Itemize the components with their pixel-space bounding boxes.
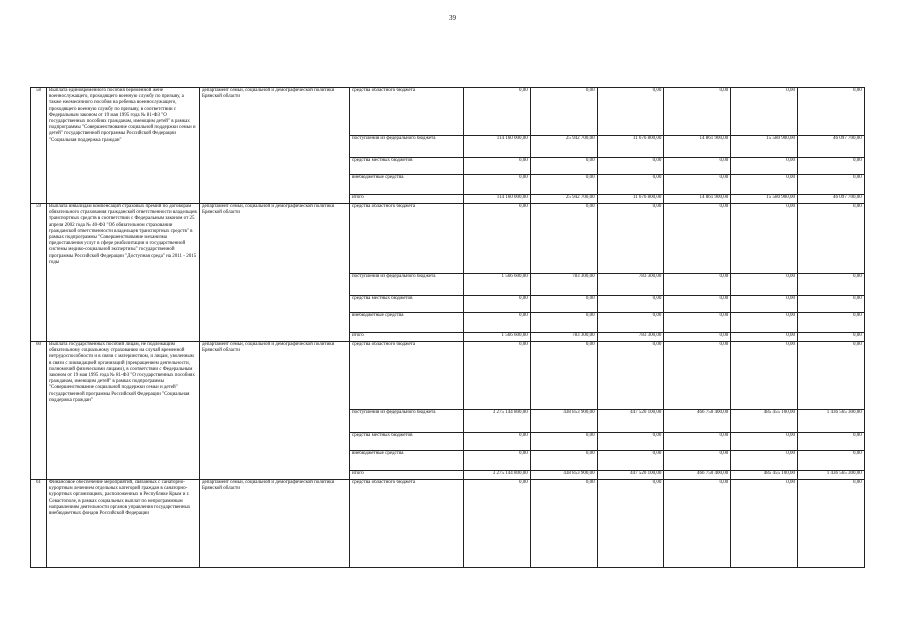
- table-row: [31, 480, 865, 568]
- amount-cell: 1 566 600,00: [464, 274, 531, 296]
- amount-cell: 0,00: [797, 451, 864, 471]
- amount-cell: 0,00: [731, 296, 798, 313]
- amount-cell: 0,00: [597, 204, 664, 274]
- amount-cell: 0,00: [664, 333, 731, 342]
- source-federal: поступления из федерального бюджета: [350, 136, 464, 158]
- amount-cell: 11 676 800,00: [597, 136, 664, 158]
- source-local: средства местных бюджетов: [350, 296, 464, 313]
- source-extra: внебюджетные средства: [350, 313, 464, 333]
- amount-cell: 46 097 700,00: [797, 195, 864, 204]
- source-extra: внебюджетные средства: [350, 175, 464, 195]
- amount-cell: 438 853 900,00: [530, 410, 597, 433]
- source-federal: поступления из федерального бюджета: [350, 410, 464, 433]
- amount-cell: 114 160 000,00: [464, 136, 531, 158]
- amount-cell: 0,00: [597, 313, 664, 333]
- row-description: Выплата инвалидам компенсаций страховых премий по договорам обязательного страхования гражданской ответственности владельцев транспортных средств в соответствии с Федеральным законом от 25 апреля 2002 года № 40-ФЗ "Об обязательном страховании гражданской ответственности владельцев транспортных средств" в рамках подпрограммы "Совершенствование механизма предоставления услуг в сфере реабилитации и государственной системы медико-социальной экспертизы" государственной программы Российской Федерации "Доступная среда" на 2011 - 2015 годы: [47, 204, 200, 342]
- row-number: 58: [31, 88, 47, 204]
- amount-cell: 0,00: [797, 342, 864, 410]
- row-executor: департамент семьи, социальной и демографической политики Брянской области: [200, 480, 350, 568]
- row-executor: департамент семьи, социальной и демографической политики Брянской области: [200, 88, 350, 204]
- amount-cell: 0,00: [731, 342, 798, 410]
- amount-cell: 0,00: [530, 204, 597, 274]
- amount-cell: 0,00: [597, 342, 664, 410]
- amount-cell: 0,00: [664, 313, 731, 333]
- amount-cell: 1 436 565 300,00: [797, 410, 864, 433]
- amount-cell: 25 942 700,00: [530, 136, 597, 158]
- table-row: [31, 204, 865, 274]
- amount-cell: 0,00: [530, 88, 597, 136]
- amount-cell: 0,00: [530, 451, 597, 471]
- amount-cell: 1 436 565 300,00: [797, 471, 864, 480]
- amount-cell: 0,00: [464, 204, 531, 274]
- amount-cell: 15 580 900,00: [731, 195, 798, 204]
- amount-cell: 0,00: [731, 433, 798, 451]
- amount-cell: 0,00: [664, 480, 731, 568]
- amount-cell: 466 750 400,00: [664, 410, 731, 433]
- table-row: [31, 342, 865, 410]
- amount-cell: 447 520 100,00: [597, 471, 664, 480]
- amount-cell: 783 300,00: [530, 274, 597, 296]
- source-regional: средства областного бюджета: [350, 342, 464, 410]
- amount-cell: 0,00: [797, 158, 864, 175]
- row-executor: департамент семьи, социальной и демографической политики Брянской области: [200, 204, 350, 342]
- amount-cell: 0,00: [464, 158, 531, 175]
- amount-cell: 3 275 144 800,00: [464, 410, 531, 433]
- amount-cell: 0,00: [597, 158, 664, 175]
- amount-cell: 1 566 600,00: [464, 333, 531, 342]
- amount-cell: 0,00: [797, 204, 864, 274]
- source-regional: средства областного бюджета: [350, 88, 464, 136]
- source-extra: внебюджетные средства: [350, 451, 464, 471]
- amount-cell: 0,00: [464, 313, 531, 333]
- amount-cell: 0,00: [464, 433, 531, 451]
- amount-cell: 485 455 100,00: [731, 471, 798, 480]
- amount-cell: 0,00: [530, 342, 597, 410]
- source-regional: средства областного бюджета: [350, 480, 464, 568]
- amount-cell: 0,00: [731, 204, 798, 274]
- amount-cell: 0,00: [464, 175, 531, 195]
- amount-cell: 0,00: [664, 451, 731, 471]
- source-local: средства местных бюджетов: [350, 158, 464, 175]
- amount-cell: 0,00: [664, 433, 731, 451]
- source-local: средства местных бюджетов: [350, 433, 464, 451]
- amount-cell: 0,00: [597, 175, 664, 195]
- amount-cell: 0,00: [731, 480, 798, 568]
- amount-cell: 0,00: [530, 480, 597, 568]
- amount-cell: 14 861 900,00: [664, 195, 731, 204]
- amount-cell: 783 300,00: [530, 333, 597, 342]
- table-row: [31, 88, 865, 136]
- amount-cell: 0,00: [797, 333, 864, 342]
- budget-table: [30, 87, 865, 568]
- row-description: Финансовое обеспечение мероприятий, связанных с санаторно-курортным лечением отдельных категорий граждан в санаторно-курортных организациях, расположенных в Республике Крым и г. Севастополе, в рамках социальных выплат по непрограммным направлениям деятельности органов управления государственных внебюджетных фондов Российской Федерации: [47, 480, 200, 568]
- amount-cell: 0,00: [530, 158, 597, 175]
- amount-cell: 0,00: [731, 451, 798, 471]
- amount-cell: 0,00: [797, 433, 864, 451]
- amount-cell: 0,00: [464, 88, 531, 136]
- source-federal: поступления из федерального бюджета: [350, 274, 464, 296]
- amount-cell: 0,00: [797, 175, 864, 195]
- amount-cell: 11 676 800,00: [597, 195, 664, 204]
- amount-cell: 783 300,00: [597, 274, 664, 296]
- amount-cell: 0,00: [731, 274, 798, 296]
- row-executor: департамент семьи, социальной и демографической политики Брянской области: [200, 342, 350, 480]
- amount-cell: 0,00: [731, 333, 798, 342]
- amount-cell: 0,00: [731, 88, 798, 136]
- amount-cell: 0,00: [597, 451, 664, 471]
- amount-cell: 0,00: [530, 313, 597, 333]
- row-number: 60: [31, 342, 47, 480]
- amount-cell: 0,00: [797, 274, 864, 296]
- amount-cell: 0,00: [664, 158, 731, 175]
- amount-cell: 0,00: [464, 451, 531, 471]
- amount-cell: 0,00: [464, 342, 531, 410]
- source-total: итого: [350, 195, 464, 204]
- row-number: 59: [31, 204, 47, 342]
- amount-cell: 0,00: [597, 433, 664, 451]
- amount-cell: 0,00: [731, 175, 798, 195]
- amount-cell: 0,00: [797, 480, 864, 568]
- amount-cell: 0,00: [664, 296, 731, 313]
- amount-cell: 0,00: [597, 296, 664, 313]
- amount-cell: 0,00: [731, 313, 798, 333]
- amount-cell: 0,00: [664, 175, 731, 195]
- amount-cell: 3 275 144 800,00: [464, 471, 531, 480]
- amount-cell: 0,00: [731, 158, 798, 175]
- amount-cell: 0,00: [597, 88, 664, 136]
- source-regional: средства областного бюджета: [350, 204, 464, 274]
- amount-cell: 25 942 700,00: [530, 195, 597, 204]
- amount-cell: 0,00: [797, 313, 864, 333]
- amount-cell: 0,00: [464, 296, 531, 313]
- amount-cell: 466 750 400,00: [664, 471, 731, 480]
- amount-cell: 0,00: [664, 342, 731, 410]
- amount-cell: 0,00: [464, 480, 531, 568]
- row-number: 61: [31, 480, 47, 568]
- amount-cell: 447 520 100,00: [597, 410, 664, 433]
- amount-cell: 0,00: [530, 296, 597, 313]
- amount-cell: 438 853 900,00: [530, 471, 597, 480]
- amount-cell: 0,00: [664, 274, 731, 296]
- amount-cell: 0,00: [664, 88, 731, 136]
- amount-cell: 14 861 900,00: [664, 136, 731, 158]
- source-total: итого: [350, 333, 464, 342]
- amount-cell: 15 580 900,00: [731, 136, 798, 158]
- amount-cell: 0,00: [597, 480, 664, 568]
- amount-cell: 0,00: [530, 433, 597, 451]
- amount-cell: 485 455 100,00: [731, 410, 798, 433]
- row-description: Выплата единовременного пособия беременной жене военнослужащего, проходящего военную службу по призыву, а также ежемесячного пособия на ребенка военнослужащего, проходящего военную службу по призыву, в соответствии с Федеральным законом от 19 мая 1995 года № 81-ФЗ "О государственных пособиях гражданам, имеющим детей" в рамках подпрограммы "Совершенствование социальной поддержки семьи и детей" государственной программы Российской Федерации "Социальная поддержка граждан": [47, 88, 200, 204]
- amount-cell: 783 300,00: [597, 333, 664, 342]
- amount-cell: 114 160 000,00: [464, 195, 531, 204]
- row-description: Выплата государственных пособий лицам, не подлежащим обязательному социальному страхованию на случай временной нетрудоспособности и в связи с материнством, и лицам, уволенным в связи с ликвидацией организаций (прекращением деятельности, полномочий физическими лицами), в соответствии с Федеральным законом от 19 мая 1995 года № 81-ФЗ "О государственных пособиях гражданам, имеющим детей" в рамках подпрограммы "Совершенствование социальной поддержки семьи и детей" государственной программы Российской Федерации "Социальная поддержка граждан": [47, 342, 200, 480]
- amount-cell: 0,00: [797, 296, 864, 313]
- page-number: 39: [449, 14, 456, 22]
- amount-cell: 46 097 700,00: [797, 136, 864, 158]
- source-total: итого: [350, 471, 464, 480]
- amount-cell: 0,00: [664, 204, 731, 274]
- amount-cell: 0,00: [797, 88, 864, 136]
- amount-cell: 0,00: [530, 175, 597, 195]
